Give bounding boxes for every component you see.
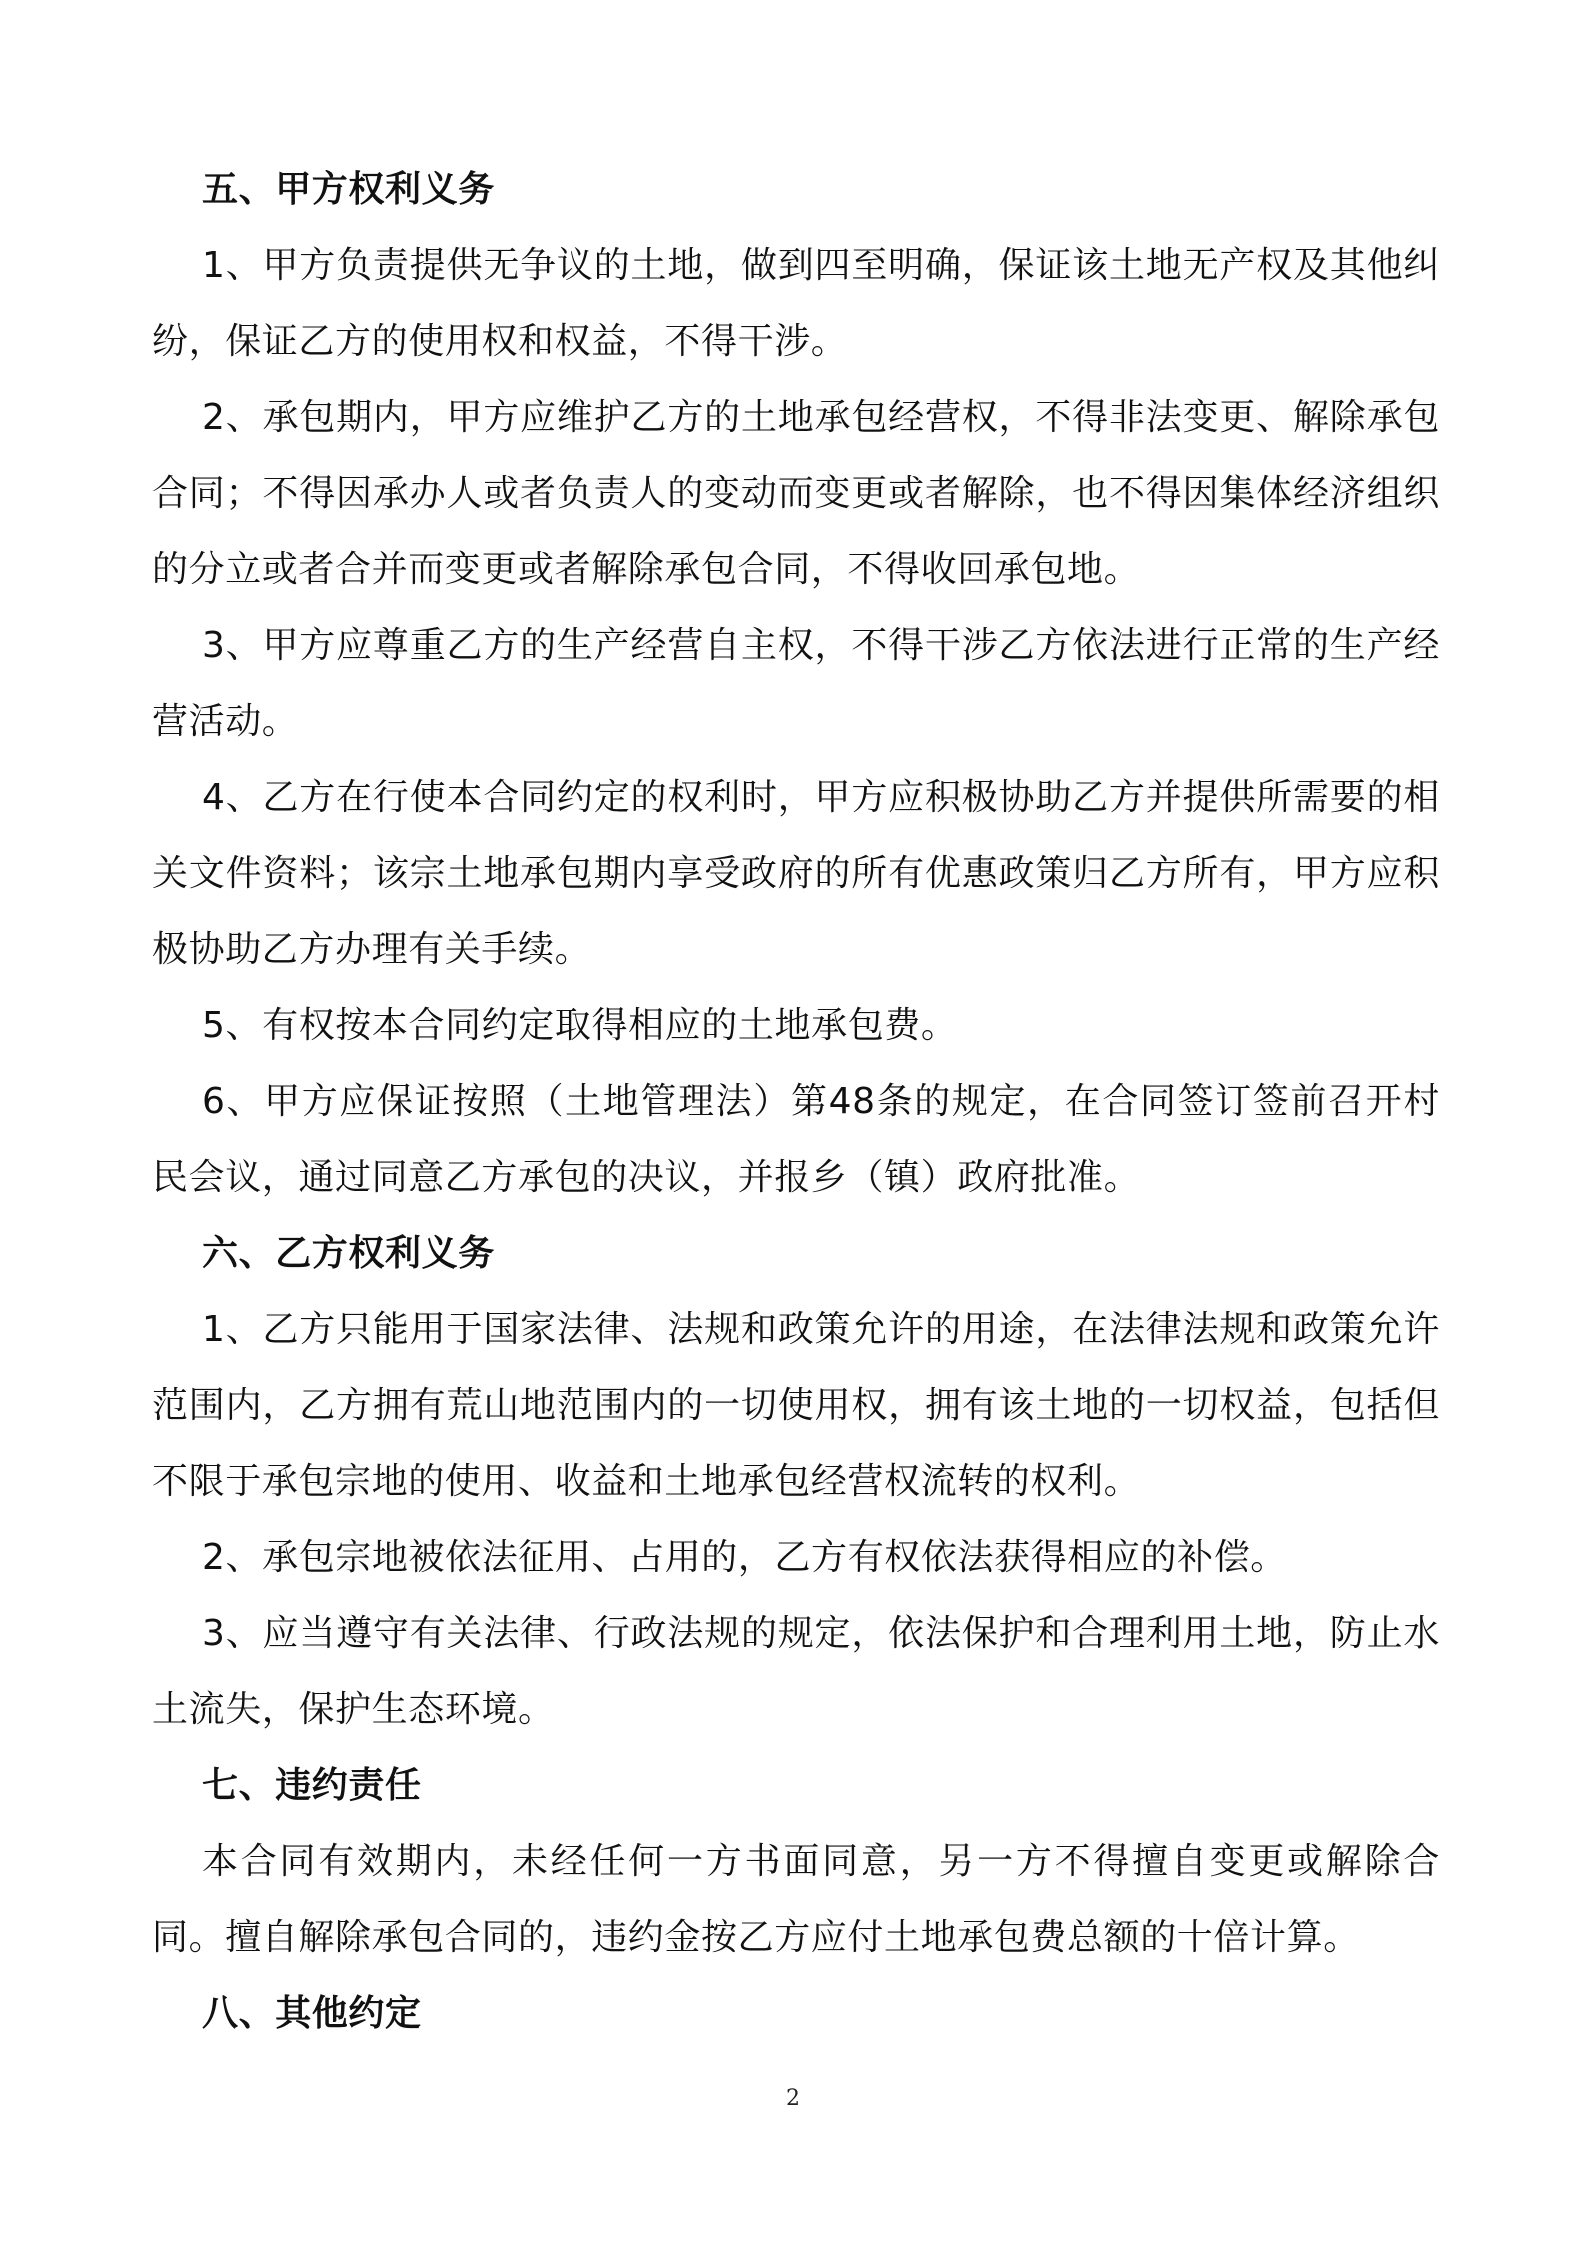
paragraph: 1、乙方只能用于国家法律、法规和政策允许的用途，在法律法规和政策允许范围内，乙方拥有荒山地范围内的一切使用权，拥有该土地的一切权益，包括但不限于承包宗地的使用、收益和土地承包经营权流转的权利。	[152, 1309, 1440, 1502]
paragraph: 3、甲方应尊重乙方的生产经营自主权，不得干涉乙方依法进行正常的生产经营活动。	[152, 625, 1440, 742]
paragraph: 3、应当遵守有关法律、行政法规的规定，依法保护和合理利用土地，防止水土流失，保护生态环境。	[152, 1613, 1440, 1730]
paragraph: 2、承包期内，甲方应维护乙方的土地承包经营权，不得非法变更、解除承包合同；不得因承办人或者负责人的变动而变更或者解除，也不得因集体经济组织的分立或者合并而变更或者解除承包合同，不得收回承包地。	[152, 397, 1440, 590]
paragraph: 1、甲方负责提供无争议的土地，做到四至明确，保证该土地无产权及其他纠纷，保证乙方的使用权和权益，不得干涉。	[152, 245, 1440, 362]
paragraph: 2、承包宗地被依法征用、占用的，乙方有权依法获得相应的补偿。	[202, 1537, 1287, 1578]
paragraph: 5、有权按本合同约定取得相应的土地承包费。	[202, 1005, 958, 1046]
section-heading: 五、甲方权利义务	[202, 169, 495, 210]
paragraph: 本合同有效期内，未经任何一方书面同意，另一方不得擅自变更或解除合同。擅自解除承包合同的，违约金按乙方应付土地承包费总额的十倍计算。	[152, 1841, 1440, 1958]
section-heading: 七、违约责任	[202, 1765, 422, 1806]
document-body	[152, 152, 1440, 2052]
section-heading: 八、其他约定	[202, 1993, 422, 2034]
paragraph: 6、甲方应保证按照（土地管理法）第48条的规定，在合同签订签前召开村民会议，通过同意乙方承包的决议，并报乡（镇）政府批准。	[152, 1081, 1440, 1198]
section-party-b-rights	[152, 1216, 1440, 1748]
section-party-a-rights	[152, 152, 1440, 1216]
paragraph: 4、乙方在行使本合同约定的权利时，甲方应积极协助乙方并提供所需要的相关文件资料；该宗土地承包期内享受政府的所有优惠政策归乙方所有，甲方应积极协助乙方办理有关手续。	[152, 777, 1440, 970]
page-number: 2	[786, 2086, 800, 2111]
section-other-terms	[152, 1976, 1440, 2052]
section-liability	[152, 1748, 1440, 1976]
section-heading: 六、乙方权利义务	[202, 1233, 495, 1274]
